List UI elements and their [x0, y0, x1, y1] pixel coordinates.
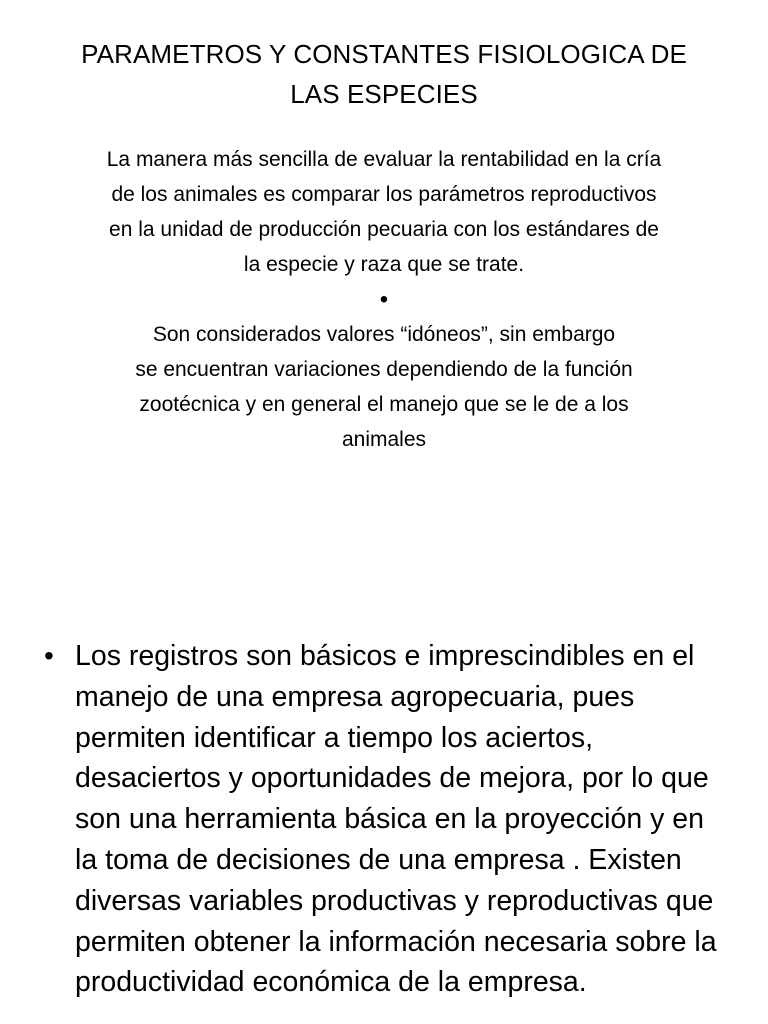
bullet-list	[0, 636, 768, 1003]
intro-paragraph: La manera más sencilla de evaluar la rentabilidad en la cría de los animales es comparar los parámetros reproductivos en la unidad de producción pecuaria con los estándares de la especie y raza que se trate.	[106, 148, 662, 276]
bullet-dot-icon: •	[379, 286, 389, 313]
records-bullet-text: Los registros son básicos e imprescindibles en el manejo de una empresa agropecuaria, pues permiten identificar a tiempo los aciertos, desaciertos y oportunidades de mejora, por lo que son una herramienta básica en la proyección y en la toma de decisiones de una empresa . Existen diversas variables productivas y reproductivas que permiten obtener la información necesaria sobre la productividad económica de la empresa.	[75, 640, 717, 999]
variations-paragraph: se encuentran variaciones dependiendo de la función zootécnica y en general el manejo que se le de a los animales	[135, 358, 633, 451]
slide-title: PARAMETROS Y CONSTANTES FISIOLOGICA DE LAS ESPECIES	[81, 39, 687, 109]
intro-text-block	[104, 142, 664, 457]
list-item	[0, 636, 768, 1003]
bullet-marker-icon: •	[44, 640, 54, 671]
ideal-values-paragraph: Son considerados valores “idóneos”, sin embargo	[152, 323, 616, 346]
slide-bottom	[0, 600, 768, 1024]
